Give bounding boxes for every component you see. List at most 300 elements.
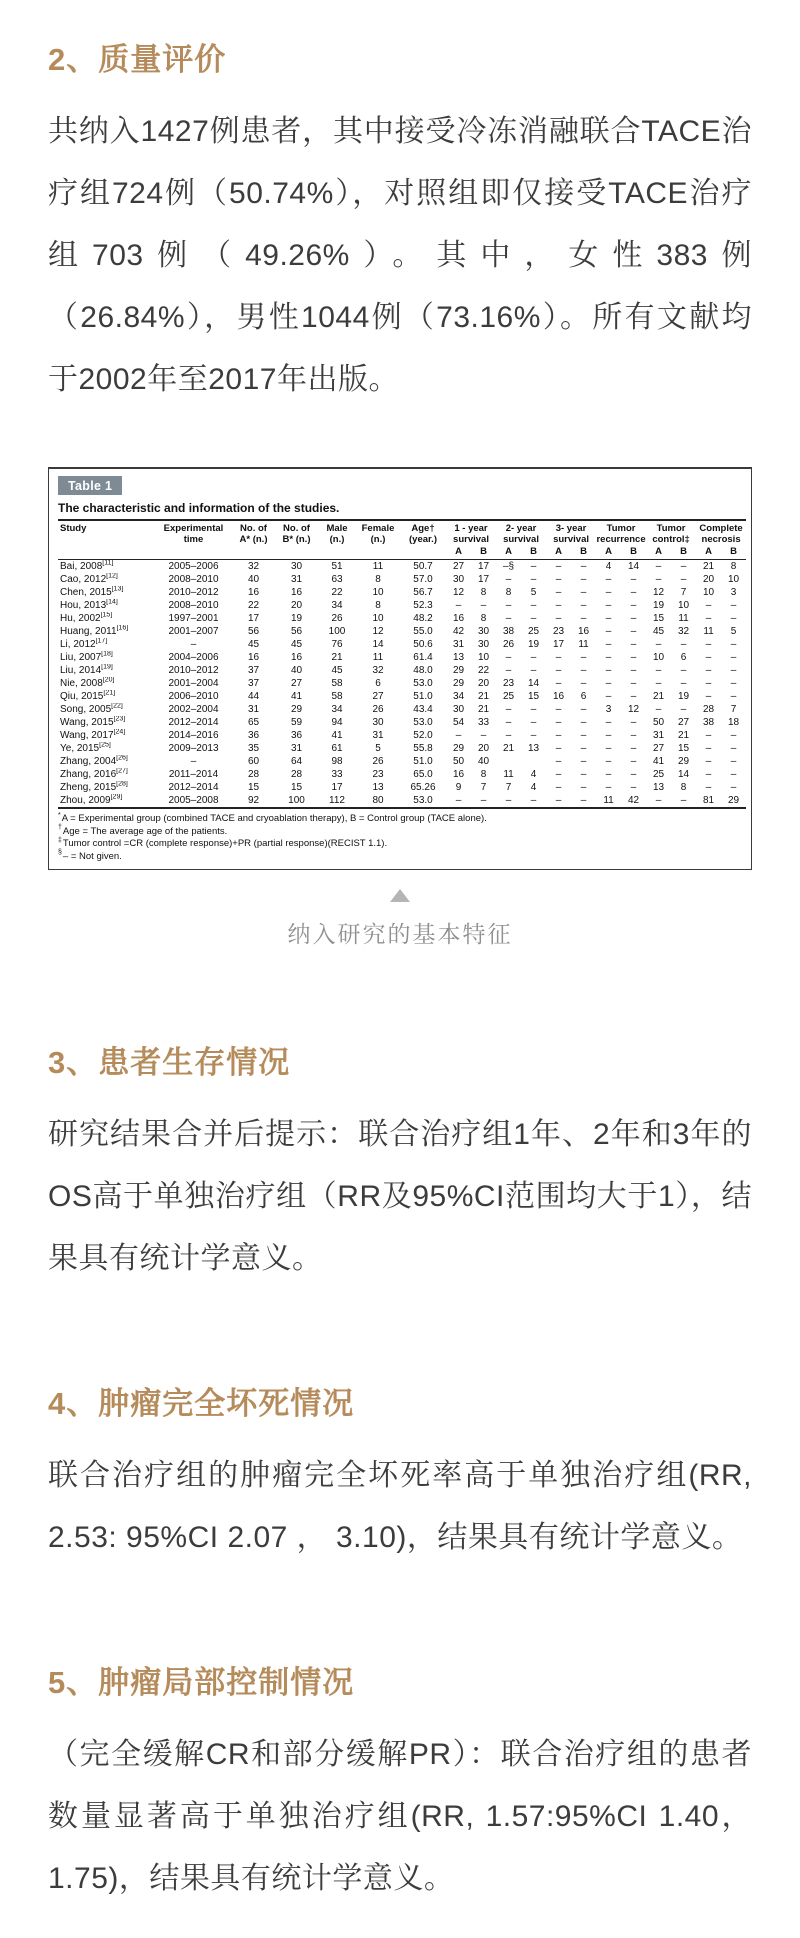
table-cell: – bbox=[655, 665, 662, 676]
table-cell: 53.0 bbox=[413, 717, 433, 728]
table-cell: 15 bbox=[247, 782, 260, 793]
table-row bbox=[58, 768, 746, 781]
table-cell: 2012–2014 bbox=[168, 717, 219, 728]
section-local-control bbox=[48, 1657, 752, 1910]
col-3yr-survival: 3- year survival bbox=[553, 523, 589, 545]
table-cell: 59 bbox=[290, 717, 303, 728]
study-name: Cao, 2012[12] bbox=[60, 573, 118, 585]
table-cell: – bbox=[680, 704, 687, 715]
table-cell: – bbox=[730, 665, 737, 676]
table-cell: – bbox=[480, 600, 487, 611]
table-cell: 80 bbox=[372, 795, 384, 806]
table-cell: – bbox=[605, 613, 612, 624]
table-cell: 55.0 bbox=[413, 626, 433, 637]
table-cell: 2001–2007 bbox=[168, 626, 219, 637]
table-cell: – bbox=[630, 756, 637, 767]
table-cell: – bbox=[630, 574, 637, 585]
table-cell: 14 bbox=[527, 678, 540, 689]
table-cell: – bbox=[730, 600, 737, 611]
section-paragraph: 共纳入1427例患者，其中接受冷冻消融联合TACE治疗组724例（50.74%），对照组即仅接受TACE治疗组703例（49.26%）。其中，女性383例（26.84%），男性1044例（73.16%）。所有文献均于2002年至2017年出版。 bbox=[48, 115, 752, 396]
table-cell: – bbox=[655, 639, 662, 650]
table-cell: 2010–2012 bbox=[168, 587, 219, 598]
table-cell: 8 bbox=[730, 561, 737, 572]
table-cell: – bbox=[680, 561, 687, 572]
table-cell: – bbox=[455, 795, 462, 806]
table-cell: 13 bbox=[527, 743, 540, 754]
table-cell: 2009–2013 bbox=[168, 743, 219, 754]
table-cell: 42 bbox=[452, 626, 465, 637]
table-cell: 26 bbox=[502, 639, 515, 650]
col-2yr-survival: 2- year survival bbox=[503, 523, 539, 545]
table-row bbox=[58, 625, 746, 638]
table-cell: 11 bbox=[503, 769, 514, 780]
table-cell: 23 bbox=[502, 678, 515, 689]
table-cell: – bbox=[730, 652, 737, 663]
table-cell: – bbox=[580, 769, 587, 780]
table-cell: – bbox=[680, 678, 687, 689]
table-cell: – bbox=[630, 626, 637, 637]
studies-table bbox=[58, 519, 746, 809]
table-cell: 38 bbox=[502, 626, 515, 637]
table-cell: 94 bbox=[331, 717, 343, 728]
subcol-b: B bbox=[730, 546, 737, 557]
table-cell: 10 bbox=[677, 600, 690, 611]
table-cell: 27 bbox=[652, 743, 665, 754]
table-cell: 15 bbox=[677, 743, 690, 754]
table-cell: 92 bbox=[247, 795, 260, 806]
table-cell: – bbox=[630, 652, 637, 663]
table-cell: – bbox=[605, 691, 612, 702]
section-heading: 4、肿瘤完全坏死情况 bbox=[48, 1386, 355, 1421]
table-cell: – bbox=[705, 665, 712, 676]
table-cell: – bbox=[605, 782, 612, 793]
table-cell: 98 bbox=[331, 756, 343, 767]
col-study: Study bbox=[60, 523, 87, 534]
table-cell: – bbox=[730, 691, 737, 702]
table-cell: 28 bbox=[247, 769, 260, 780]
table-cell: – bbox=[530, 561, 537, 572]
table-cell: 30 bbox=[452, 704, 465, 715]
table-cell: 4 bbox=[530, 782, 537, 793]
table-cell: 16 bbox=[247, 587, 260, 598]
table-cell: 64 bbox=[290, 756, 303, 767]
study-name: Zhang, 2004[26] bbox=[60, 755, 128, 767]
table-cell: 31 bbox=[652, 730, 665, 741]
table-cell: – bbox=[505, 600, 512, 611]
table-cell: – bbox=[605, 639, 612, 650]
table-row bbox=[58, 599, 746, 612]
subcol-a: A bbox=[705, 546, 712, 557]
table-cell: 32 bbox=[247, 561, 260, 572]
table-cell: 34 bbox=[331, 704, 343, 715]
table-cell: 44 bbox=[247, 691, 260, 702]
table-row bbox=[58, 690, 746, 703]
table-cell: 61 bbox=[331, 743, 343, 754]
table-cell: 10 bbox=[372, 613, 384, 624]
table-cell: 10 bbox=[703, 587, 715, 598]
table-cell: 11 bbox=[703, 626, 714, 637]
table-cell: – bbox=[555, 613, 562, 624]
table-cell: – bbox=[630, 782, 637, 793]
table-cell: – bbox=[555, 600, 562, 611]
table-cell: 27 bbox=[452, 561, 465, 572]
table-cell: – bbox=[630, 600, 637, 611]
table-cell: – bbox=[605, 652, 612, 663]
section-heading: 3、患者生存情况 bbox=[48, 1045, 291, 1080]
table-footnote: †Age = The average age of the patients. bbox=[58, 824, 228, 837]
col-experimental-time: Experimental time bbox=[163, 523, 224, 545]
table-row bbox=[58, 560, 746, 574]
table-cell: 54 bbox=[452, 717, 465, 728]
table-cell: 48.0 bbox=[413, 665, 433, 676]
table-cell: – bbox=[705, 678, 712, 689]
table-cell: – bbox=[705, 730, 712, 741]
study-name: Hou, 2013[14] bbox=[60, 599, 118, 611]
table-cell: 56 bbox=[290, 626, 303, 637]
table-cell: – bbox=[555, 561, 562, 572]
table-cell: – bbox=[605, 587, 612, 598]
subcol-a: A bbox=[555, 546, 562, 557]
table-cell: 3 bbox=[730, 587, 737, 598]
table-cell: – bbox=[505, 717, 512, 728]
table-cell: – bbox=[530, 717, 537, 728]
table-cell: – bbox=[630, 639, 637, 650]
table-cell: 12 bbox=[652, 587, 665, 598]
table-cell: 31 bbox=[290, 574, 303, 585]
table-cell: 32 bbox=[677, 626, 690, 637]
table-cell: – bbox=[455, 600, 462, 611]
table-cell: 31 bbox=[290, 743, 303, 754]
table-cell: 60 bbox=[247, 756, 260, 767]
subcol-a: A bbox=[655, 546, 662, 557]
table-cell: – bbox=[680, 574, 687, 585]
table-cell: – bbox=[580, 665, 587, 676]
table-cell: 19 bbox=[652, 600, 665, 611]
table-cell: 42 bbox=[627, 795, 640, 806]
table-cell: 5 bbox=[375, 743, 381, 754]
section-heading: 5、肿瘤局部控制情况 bbox=[48, 1665, 355, 1700]
study-name: Song, 2005[22] bbox=[60, 703, 123, 715]
col-no-a: No. of A* (n.) bbox=[239, 523, 268, 545]
section-complete-necrosis bbox=[48, 1378, 752, 1569]
table-cell: 8 bbox=[375, 600, 381, 611]
subcol-b: B bbox=[680, 546, 687, 557]
table-row bbox=[58, 729, 746, 742]
table-cell: 30 bbox=[372, 717, 384, 728]
collapse-triangle-icon[interactable] bbox=[390, 889, 410, 902]
table-figure bbox=[48, 467, 752, 949]
table-cell: – bbox=[580, 782, 587, 793]
table-cell: 7 bbox=[730, 704, 737, 715]
table-row bbox=[58, 742, 746, 755]
table-cell: 58 bbox=[331, 691, 343, 702]
table-cell: 58 bbox=[331, 678, 343, 689]
table-cell: 30 bbox=[452, 574, 465, 585]
table-cell: 36 bbox=[247, 730, 260, 741]
table-cell: 10 bbox=[652, 652, 665, 663]
table-cell: 34 bbox=[452, 691, 465, 702]
table-cell: 16 bbox=[552, 691, 565, 702]
table-cell: 29 bbox=[728, 795, 740, 806]
table-cell: 20 bbox=[290, 600, 303, 611]
table-cell: – bbox=[705, 782, 712, 793]
table-cell: – bbox=[555, 652, 562, 663]
table-cell: – bbox=[555, 769, 562, 780]
table-cell: – bbox=[605, 743, 612, 754]
table-cell: 2006–2010 bbox=[168, 691, 219, 702]
table-cell: 17 bbox=[477, 574, 490, 585]
table-cell: – bbox=[190, 639, 197, 650]
table-cell: 12 bbox=[452, 587, 465, 598]
table-cell: – bbox=[580, 600, 587, 611]
table-cell: – bbox=[555, 743, 562, 754]
table-cell: – bbox=[555, 756, 562, 767]
table-cell: 17 bbox=[552, 639, 565, 650]
table-row bbox=[58, 716, 746, 729]
table-cell: 2005–2006 bbox=[168, 561, 219, 572]
table-cell: 65 bbox=[247, 717, 260, 728]
table-cell: – bbox=[505, 730, 512, 741]
study-name: Wang, 2015[23] bbox=[60, 716, 126, 728]
study-name: Huang, 2011[16] bbox=[60, 625, 129, 637]
table-footnote: *A = Experimental group (combined TACE and cryoablation therapy), B = Control group (TACE alone). bbox=[58, 811, 487, 824]
study-name: Liu, 2014[19] bbox=[60, 664, 113, 676]
table-cell: 17 bbox=[331, 782, 343, 793]
table-cell: 20 bbox=[477, 678, 490, 689]
table-cell: – bbox=[505, 652, 512, 663]
table-cell: – bbox=[705, 743, 712, 754]
table-cell: – bbox=[555, 795, 562, 806]
table-cell: 21 bbox=[703, 561, 715, 572]
table-cell: 48.2 bbox=[413, 613, 433, 624]
table-cell: – bbox=[655, 574, 662, 585]
table-cell: 2004–2006 bbox=[168, 652, 219, 663]
table-cell: – bbox=[730, 639, 737, 650]
table-cell: 36 bbox=[290, 730, 303, 741]
table-cell: 52.0 bbox=[413, 730, 433, 741]
table-cell: 8 bbox=[480, 769, 487, 780]
study-name: Li, 2012[17] bbox=[60, 638, 108, 650]
table-cell: 16 bbox=[452, 769, 465, 780]
table-cell: 29 bbox=[452, 665, 465, 676]
table-image[interactable] bbox=[48, 467, 752, 870]
table-cell: 55.8 bbox=[413, 743, 433, 754]
table-cell: – bbox=[605, 756, 612, 767]
table-cell: 43.4 bbox=[413, 704, 433, 715]
col-male: Male (n.) bbox=[326, 523, 348, 545]
table-cell: 13 bbox=[372, 782, 384, 793]
table-cell: 10 bbox=[728, 574, 740, 585]
subcol-a: A bbox=[605, 546, 612, 557]
table-cell: 26 bbox=[331, 613, 343, 624]
table-cell: 16 bbox=[247, 652, 260, 663]
table-cell: – bbox=[680, 795, 687, 806]
table-cell: 41 bbox=[331, 730, 343, 741]
table-row bbox=[58, 781, 746, 794]
study-name: Liu, 2007[18] bbox=[60, 651, 113, 663]
table-cell: 11 bbox=[372, 652, 384, 663]
table-cell: – bbox=[580, 730, 587, 741]
table-cell: – bbox=[580, 613, 587, 624]
table-cell: 37 bbox=[247, 678, 260, 689]
table-cell: 65.26 bbox=[410, 782, 436, 793]
table-cell: 21 bbox=[331, 652, 343, 663]
table-cell: – bbox=[705, 652, 712, 663]
table-cell: – bbox=[655, 795, 662, 806]
section-quality-evaluation bbox=[48, 34, 752, 411]
table-cell: 15 bbox=[527, 691, 540, 702]
table-cell: – bbox=[730, 743, 737, 754]
table-cell: – bbox=[655, 704, 662, 715]
table-cell: 2008–2010 bbox=[168, 574, 219, 585]
table-cell: – bbox=[530, 600, 537, 611]
table-cell: 50.6 bbox=[413, 639, 433, 650]
table-cell: 51.0 bbox=[413, 691, 433, 702]
table-cell: 4 bbox=[605, 561, 612, 572]
table-cell: – bbox=[555, 782, 562, 793]
table-cell: 29 bbox=[677, 756, 690, 767]
table-cell: 45 bbox=[247, 639, 260, 650]
table-cell: 40 bbox=[477, 756, 490, 767]
table-cell: 23 bbox=[552, 626, 565, 637]
table-cell: – bbox=[705, 613, 712, 624]
table-cell: 12 bbox=[372, 626, 384, 637]
table-footnote: ‡Tumor control =CR (complete response)+PR (partial response)(RECIST 1.1). bbox=[58, 836, 388, 849]
table-footnote: §– = Not given. bbox=[58, 849, 122, 862]
col-complete-necrosis: Complete necrosis bbox=[699, 523, 743, 545]
col-tumor-recurrence: Tumor recurrence bbox=[596, 523, 646, 545]
subcol-a: A bbox=[455, 546, 462, 557]
table-row bbox=[58, 755, 746, 768]
table-cell: 2002–2004 bbox=[168, 704, 219, 715]
study-name: Hu, 2002[15] bbox=[60, 612, 113, 624]
table-cell: 41 bbox=[290, 691, 303, 702]
subcol-a: A bbox=[505, 546, 512, 557]
table-cell: 2008–2010 bbox=[168, 600, 219, 611]
subcol-b: B bbox=[530, 546, 537, 557]
table-cell: 53.0 bbox=[413, 678, 433, 689]
table-cell: 53.0 bbox=[413, 795, 433, 806]
table-cell: 50.7 bbox=[413, 561, 433, 572]
table-title: The characteristic and information of the studies. bbox=[58, 501, 340, 515]
study-name: Wang, 2017[24] bbox=[60, 729, 126, 741]
table-cell: 8 bbox=[480, 613, 487, 624]
table-cell: – bbox=[605, 717, 612, 728]
table-cell: 11 bbox=[678, 613, 689, 624]
table-cell: – bbox=[580, 704, 587, 715]
table-cell: 29 bbox=[452, 678, 465, 689]
table-cell: 16 bbox=[290, 652, 303, 663]
article-body bbox=[48, 34, 752, 1910]
table-cell: 14 bbox=[372, 639, 384, 650]
table-cell: – bbox=[630, 769, 637, 780]
table-cell: – bbox=[705, 769, 712, 780]
table-cell: 32 bbox=[372, 665, 384, 676]
table-cell: – bbox=[530, 730, 537, 741]
table-cell: 8 bbox=[680, 782, 687, 793]
table-cell: – bbox=[580, 795, 587, 806]
table-cell: 50 bbox=[652, 717, 665, 728]
table-cell: 21 bbox=[677, 730, 690, 741]
table-cell: 40 bbox=[290, 665, 303, 676]
table-cell: – bbox=[580, 756, 587, 767]
table-cell: 76 bbox=[331, 639, 343, 650]
table-cell: 20 bbox=[477, 743, 490, 754]
table-cell: – bbox=[605, 678, 612, 689]
table-row bbox=[58, 664, 746, 677]
section-patient-survival bbox=[48, 1037, 752, 1290]
table-row bbox=[58, 612, 746, 625]
table-cell: – bbox=[505, 665, 512, 676]
table-cell: – bbox=[705, 639, 712, 650]
table-cell: – bbox=[630, 678, 637, 689]
table-cell: 20 bbox=[703, 574, 715, 585]
table-cell: – bbox=[580, 587, 587, 598]
study-name: Zheng, 2015[28] bbox=[60, 781, 128, 793]
col-1yr-survival: 1 - year survival bbox=[453, 523, 489, 545]
table-cell: 28 bbox=[290, 769, 303, 780]
table-cell bbox=[496, 755, 521, 768]
table-cell: – bbox=[605, 600, 612, 611]
study-name: Bai, 2008[11] bbox=[60, 559, 114, 572]
table-cell: 11 bbox=[578, 639, 589, 650]
table-cell: 22 bbox=[331, 587, 343, 598]
table-cell: – bbox=[605, 730, 612, 741]
table-cell: 21 bbox=[502, 743, 515, 754]
table-cell: – bbox=[630, 717, 637, 728]
table-cell: – bbox=[730, 678, 737, 689]
table-cell: 52.3 bbox=[413, 600, 433, 611]
table-cell: – bbox=[505, 613, 512, 624]
table-cell bbox=[521, 755, 546, 768]
study-name: Zhang, 2016[27] bbox=[60, 768, 128, 780]
table-cell: 30 bbox=[290, 561, 303, 572]
table-cell: 7 bbox=[680, 587, 687, 598]
table-cell: 27 bbox=[372, 691, 384, 702]
table-cell: 81 bbox=[703, 795, 715, 806]
table-cell: 13 bbox=[652, 782, 665, 793]
table-cell: – bbox=[655, 678, 662, 689]
table-cell: 17 bbox=[247, 613, 260, 624]
subcol-b: B bbox=[630, 546, 637, 557]
table-cell: 6 bbox=[580, 691, 587, 702]
table-cell: 100 bbox=[328, 626, 346, 637]
table-cell: – bbox=[730, 782, 737, 793]
table-cell: – bbox=[530, 613, 537, 624]
table-cell: 9 bbox=[455, 782, 462, 793]
section-paragraph: 联合治疗组的肿瘤完全坏死率高于单独治疗组(RR, 2.53: 95%CI 2.07 ， 3.10)，结果具有统计学意义。 bbox=[48, 1459, 752, 1554]
table-cell: 25 bbox=[652, 769, 665, 780]
table-cell: 5 bbox=[730, 626, 737, 637]
table-badge: Table 1 bbox=[58, 476, 122, 495]
figure-caption: 纳入研究的基本特征 bbox=[287, 921, 513, 947]
table-cell: – bbox=[555, 730, 562, 741]
table-cell: 40 bbox=[247, 574, 260, 585]
table-cell: – bbox=[580, 561, 587, 572]
table-cell: 61.4 bbox=[413, 652, 433, 663]
table-cell: – bbox=[530, 574, 537, 585]
col-age: Age† (year.) bbox=[409, 523, 437, 545]
table-cell: 2001–2004 bbox=[168, 678, 219, 689]
study-name: Qiu, 2015[21] bbox=[60, 690, 116, 702]
table-cell: – bbox=[655, 561, 662, 572]
table-cell: 30 bbox=[477, 639, 490, 650]
table-cell: – bbox=[505, 795, 512, 806]
table-cell: 3 bbox=[605, 704, 612, 715]
table-cell: 56 bbox=[247, 626, 260, 637]
table-cell: – bbox=[530, 795, 537, 806]
table-cell: 5 bbox=[530, 587, 537, 598]
